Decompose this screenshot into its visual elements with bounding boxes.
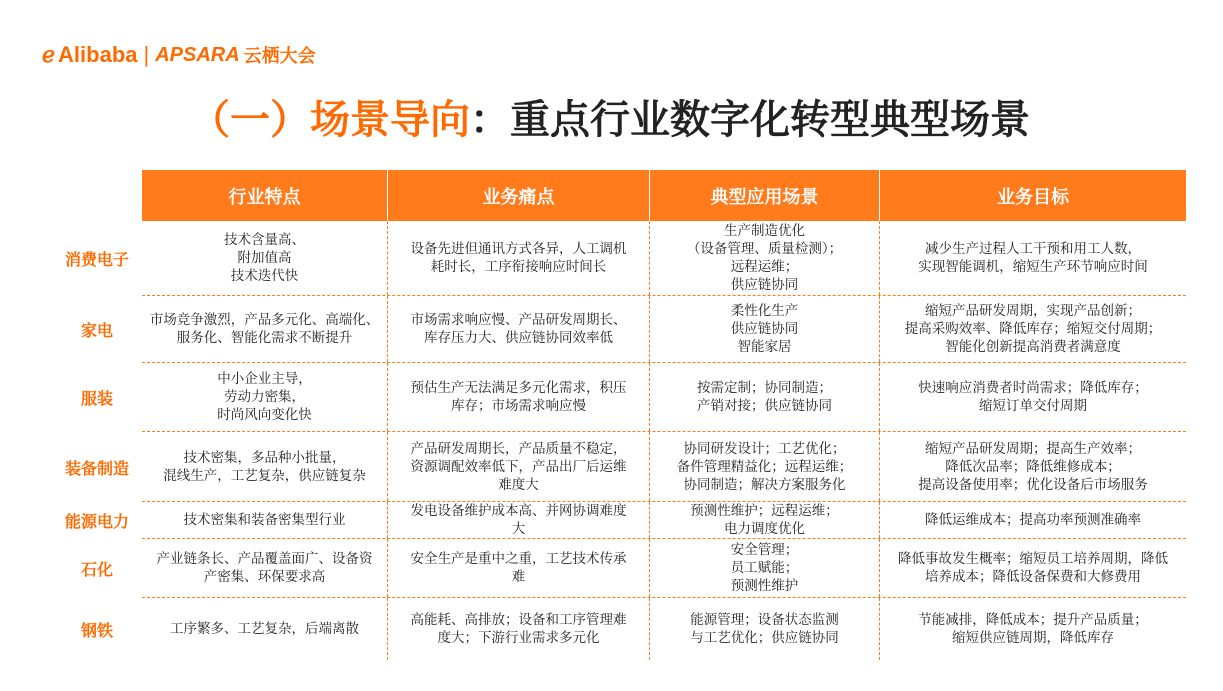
title-main: ：重点行业数字化转型典型场景	[470, 96, 1030, 143]
cell-pain-points: 设备先进但通讯方式各异，人工调机 耗时长，工序衔接响应时间长	[388, 221, 650, 295]
cell-business-goals: 缩短产品研发周期，实现产品创新； 提高采购效率、降低库存；缩短交付周期； 智能化创新提高消费者满意度	[904, 303, 1162, 355]
table-row	[142, 539, 1186, 598]
industry-scenario-table	[142, 170, 1186, 660]
cell-pain-points: 市场需求响应慢、产品研发周期长、 库存压力大、供应链协同效率低	[388, 296, 650, 362]
row-label-petrochemical: 石化	[80, 560, 113, 579]
logo-separator: |	[143, 42, 150, 67]
cell-application-scenarios: 协同研发设计；工艺优化； 备件管理精益化；远程运维； 协同制造；解决方案服务化	[650, 432, 880, 501]
cell-industry-features: 中小企业主导， 劳动力密集， 时尚风向变化快	[142, 363, 388, 431]
alibaba-mark-icon: ℯ	[42, 42, 56, 67]
cell-business-goals: 节能减排，降低成本；提升产品质量； 缩短供应链周期，降低库存	[918, 612, 1148, 646]
row-labels	[56, 221, 138, 660]
row-label-energy-power: 能源电力	[64, 512, 129, 531]
logo-yunqi-text: 云栖大会	[243, 46, 316, 67]
cell-industry-features: 技术密集，多品种小批量， 混线生产，工艺复杂，供应链复杂	[142, 432, 388, 501]
cell-application-scenarios: 柔性化生产 供应链协同 智能家居	[650, 296, 880, 362]
header-industry-features: 行业特点	[142, 170, 388, 221]
cell-business-goals: 降低事故发生概率；缩短员工培养周期，降低 培养成本；降低设备保费和大修费用	[898, 551, 1168, 585]
cell-industry-features: 市场竞争激烈，产品多元化、高端化、 服务化、智能化需求不断提升	[142, 296, 388, 362]
table-row	[142, 502, 1186, 539]
table-row	[142, 296, 1186, 363]
cell-application-scenarios: 能源管理；设备状态监测 与工艺优化；供应链协同	[650, 598, 880, 660]
row-label-equipment-manufacturing: 装备制造	[64, 458, 129, 478]
header-pain-points: 业务痛点	[388, 170, 650, 221]
logo-apsara-text: APSARA	[155, 43, 240, 66]
cell-application-scenarios: 生产制造优化 （设备管理、质量检测）； 远程运维； 供应链协同	[650, 221, 880, 295]
cell-pain-points: 预估生产无法满足多元化需求，积压 库存；市场需求响应慢	[388, 363, 650, 431]
cell-industry-features: 技术含量高、 附加值高 技术迭代快	[142, 221, 388, 295]
cell-business-goals: 降低运维成本；提高功率预测准确率	[925, 512, 1141, 528]
title-highlight: （一）场景导向	[190, 96, 470, 143]
row-label-consumer-electronics: 消费电子	[64, 250, 129, 269]
cell-business-goals: 减少生产过程人工干预和用工人数， 实现智能调机，缩短生产环节响应时间	[918, 241, 1148, 275]
row-label-apparel: 服装	[80, 389, 113, 408]
cell-business-goals: 快速响应消费者时尚需求；降低库存； 缩短订单交付周期	[918, 380, 1148, 414]
cell-business-goals: 缩短产品研发周期；提高生产效率； 降低次品率；降低维修成本； 提高设备使用率；优化设备后市场服务	[918, 440, 1148, 493]
row-label-steel: 钢铁	[80, 620, 113, 640]
table-header	[142, 170, 1186, 221]
cell-pain-points: 产品研发周期长，产品质量不稳定， 资源调配效率低下，产品出厂后运维 难度大	[388, 432, 650, 501]
cell-application-scenarios: 按需定制；协同制造； 产销对接；供应链协同	[650, 363, 880, 431]
cell-pain-points: 高能耗、高排放；设备和工序管理难 度大；下游行业需求多元化	[388, 598, 650, 660]
table-row	[142, 363, 1186, 432]
cell-pain-points: 安全生产是重中之重，工艺技术传承 难	[388, 539, 650, 597]
alibaba-apsara-logo	[42, 42, 316, 68]
cell-application-scenarios: 预测性维护；远程运维； 电力调度优化	[650, 502, 880, 538]
row-label-home-appliances: 家电	[80, 321, 113, 340]
table-row	[142, 221, 1186, 296]
table-row	[142, 432, 1186, 502]
table-row	[142, 598, 1186, 660]
cell-application-scenarios: 安全管理； 员工赋能； 预测性维护	[650, 539, 880, 597]
cell-industry-features: 技术密集和装备密集型行业	[142, 502, 388, 538]
header-application-scenarios: 典型应用场景	[650, 170, 880, 221]
cell-industry-features: 产业链条长、产品覆盖面广、设备资 产密集、环保要求高	[142, 539, 388, 597]
logo-alibaba-text: Alibaba	[58, 42, 138, 67]
cell-pain-points: 发电设备维护成本高、并网协调难度 大	[388, 502, 650, 538]
header-business-goals: 业务目标	[997, 186, 1069, 208]
page-title	[190, 88, 1030, 144]
cell-industry-features: 工序繁多、工艺复杂，后端离散	[142, 598, 388, 660]
